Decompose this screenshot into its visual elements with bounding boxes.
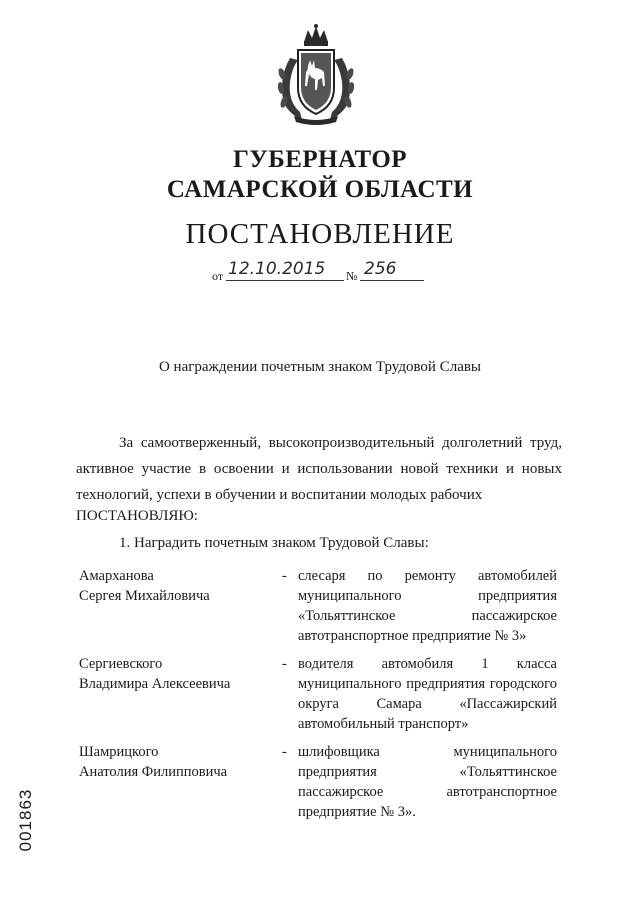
awardee-position: слесаря по ремонту автомобилей муниципального предприятия «Тольяттинское пассажирское автотранспортное предприятие № 3» [298, 568, 557, 644]
date-underline [226, 280, 344, 281]
serial-number-text: 001863 [16, 788, 35, 852]
awardee-name [79, 654, 269, 694]
side-serial-number [0, 780, 52, 860]
from-label: от [212, 269, 224, 283]
awardee-surname: Амарханова [79, 568, 154, 584]
item-1-text: 1. Наградить почетным знаком Трудовой Славы: [119, 535, 429, 551]
awardee-dash: - [282, 656, 287, 672]
date-number-row [212, 259, 442, 287]
awardee-dash: - [282, 744, 287, 760]
awardee-surname: Шамрицкого [79, 744, 159, 760]
awardee-position: шлифовщика муниципального предприятия «Тольяттинское пассажирское автотранспортное предприятие № 3». [298, 744, 557, 820]
awardee-given-names: Анатолия Филипповича [79, 764, 228, 780]
number-label: № [346, 269, 358, 283]
awardee-name [79, 742, 269, 782]
awardee-entry [79, 566, 557, 646]
resolves-heading: ПОСТАНОВЛЯЮ: [76, 508, 198, 524]
awardee-dash: - [282, 568, 287, 584]
handwritten-number: 256 [364, 259, 397, 279]
awardee-position: водителя автомобиля 1 класса муниципального предприятия городского округа Самара «Пассажирский автомобильный транспорт» [298, 656, 557, 732]
awardee-entry [79, 742, 557, 820]
awardee-entry [79, 654, 557, 734]
handwritten-date: 12.10.2015 [228, 259, 326, 279]
number-underline [360, 280, 424, 281]
awardee-name [79, 566, 269, 606]
awardee-given-names: Сергея Михайловича [79, 588, 210, 604]
awardee-surname: Сергиевского [79, 656, 163, 672]
governor-title: ГУБЕРНАТОР [232, 146, 408, 173]
preamble-paragraph [76, 430, 562, 508]
awardee-given-names: Владимира Алексеевича [79, 676, 231, 692]
preamble-text: За самоотверженный, высокопроизводительный долголетний труд, активное участие в освоении и использовании новой техники и новых технологий, успехи в обучении и воспитании молодых рабочих [76, 435, 562, 503]
region-title: САМАРСКОЙ ОБЛАСТИ [166, 176, 474, 203]
document-subject: О награждении почетным знаком Трудовой Славы [158, 359, 482, 375]
document-type-heading: ПОСТАНОВЛЕНИЕ [185, 218, 455, 250]
coat-of-arms-emblem [272, 24, 360, 126]
